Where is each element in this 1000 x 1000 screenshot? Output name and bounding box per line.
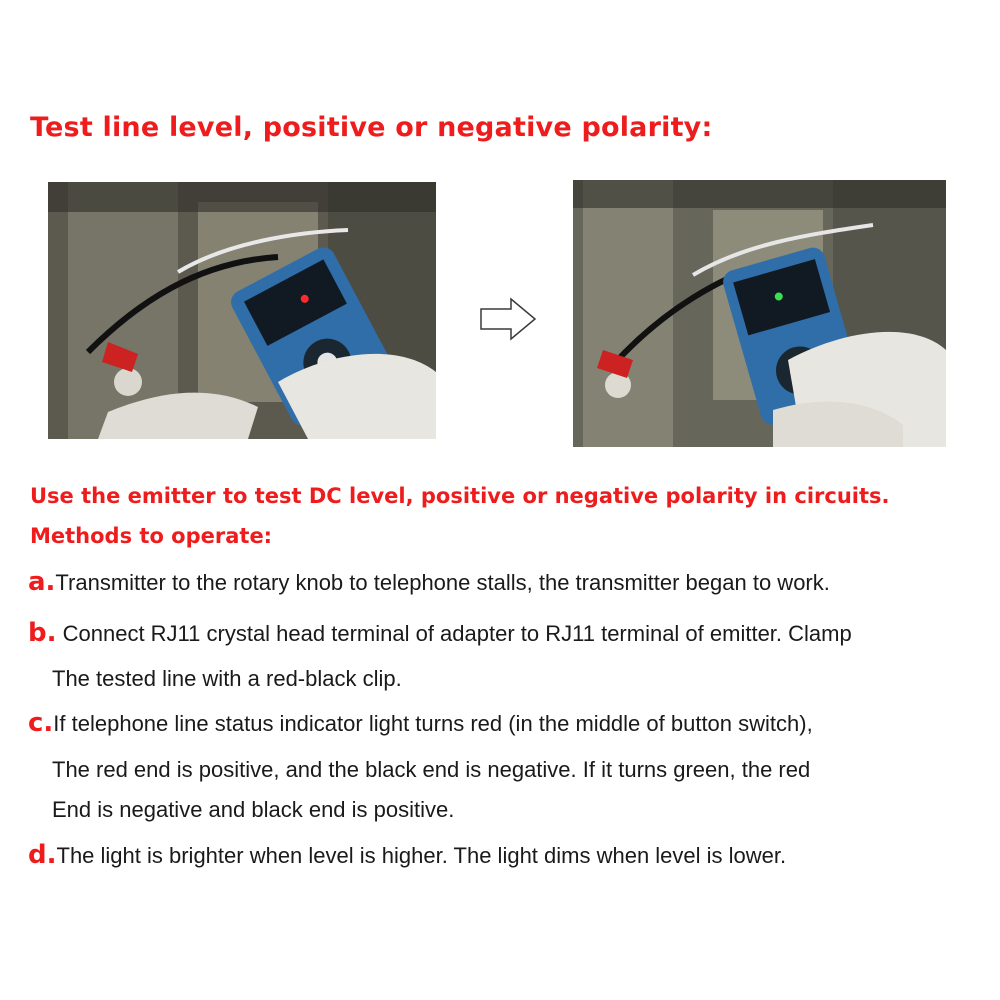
step-d [28,840,786,870]
step-c-continuation: The red end is positive, and the black end is negative. If it turns green, the red [52,757,811,782]
step-marker: b. [28,618,57,648]
arrow-right-icon [478,296,538,342]
methods-heading: Methods to operate: [30,524,273,548]
step-c-continuation: End is negative and black end is positive. [52,797,455,822]
step-b [28,618,852,648]
step-marker: d. [28,840,57,870]
step-text: The light is brighter when level is higher. The light dims when level is lower. [56,843,787,868]
intro-text: Use the emitter to test DC level, positive or negative polarity in circuits. [30,484,890,508]
step-marker: a. [28,567,56,597]
step-text: If telephone line status indicator light turns red (in the middle of button switch), [53,711,813,736]
step-c [28,708,813,738]
tester-photo-green-led [573,180,946,447]
step-text: Transmitter to the rotary knob to telephone stalls, the transmitter began to work. [55,570,830,595]
page-title: Test line level, positive or negative polarity: [30,112,713,143]
step-text: Connect RJ11 crystal head terminal of adapter to RJ11 terminal of emitter. Clamp [56,621,852,646]
step-b-continuation: The tested line with a red-black clip. [52,666,402,691]
tester-photo-red-led [48,182,436,439]
step-a [28,567,830,597]
step-marker: c. [28,708,54,738]
